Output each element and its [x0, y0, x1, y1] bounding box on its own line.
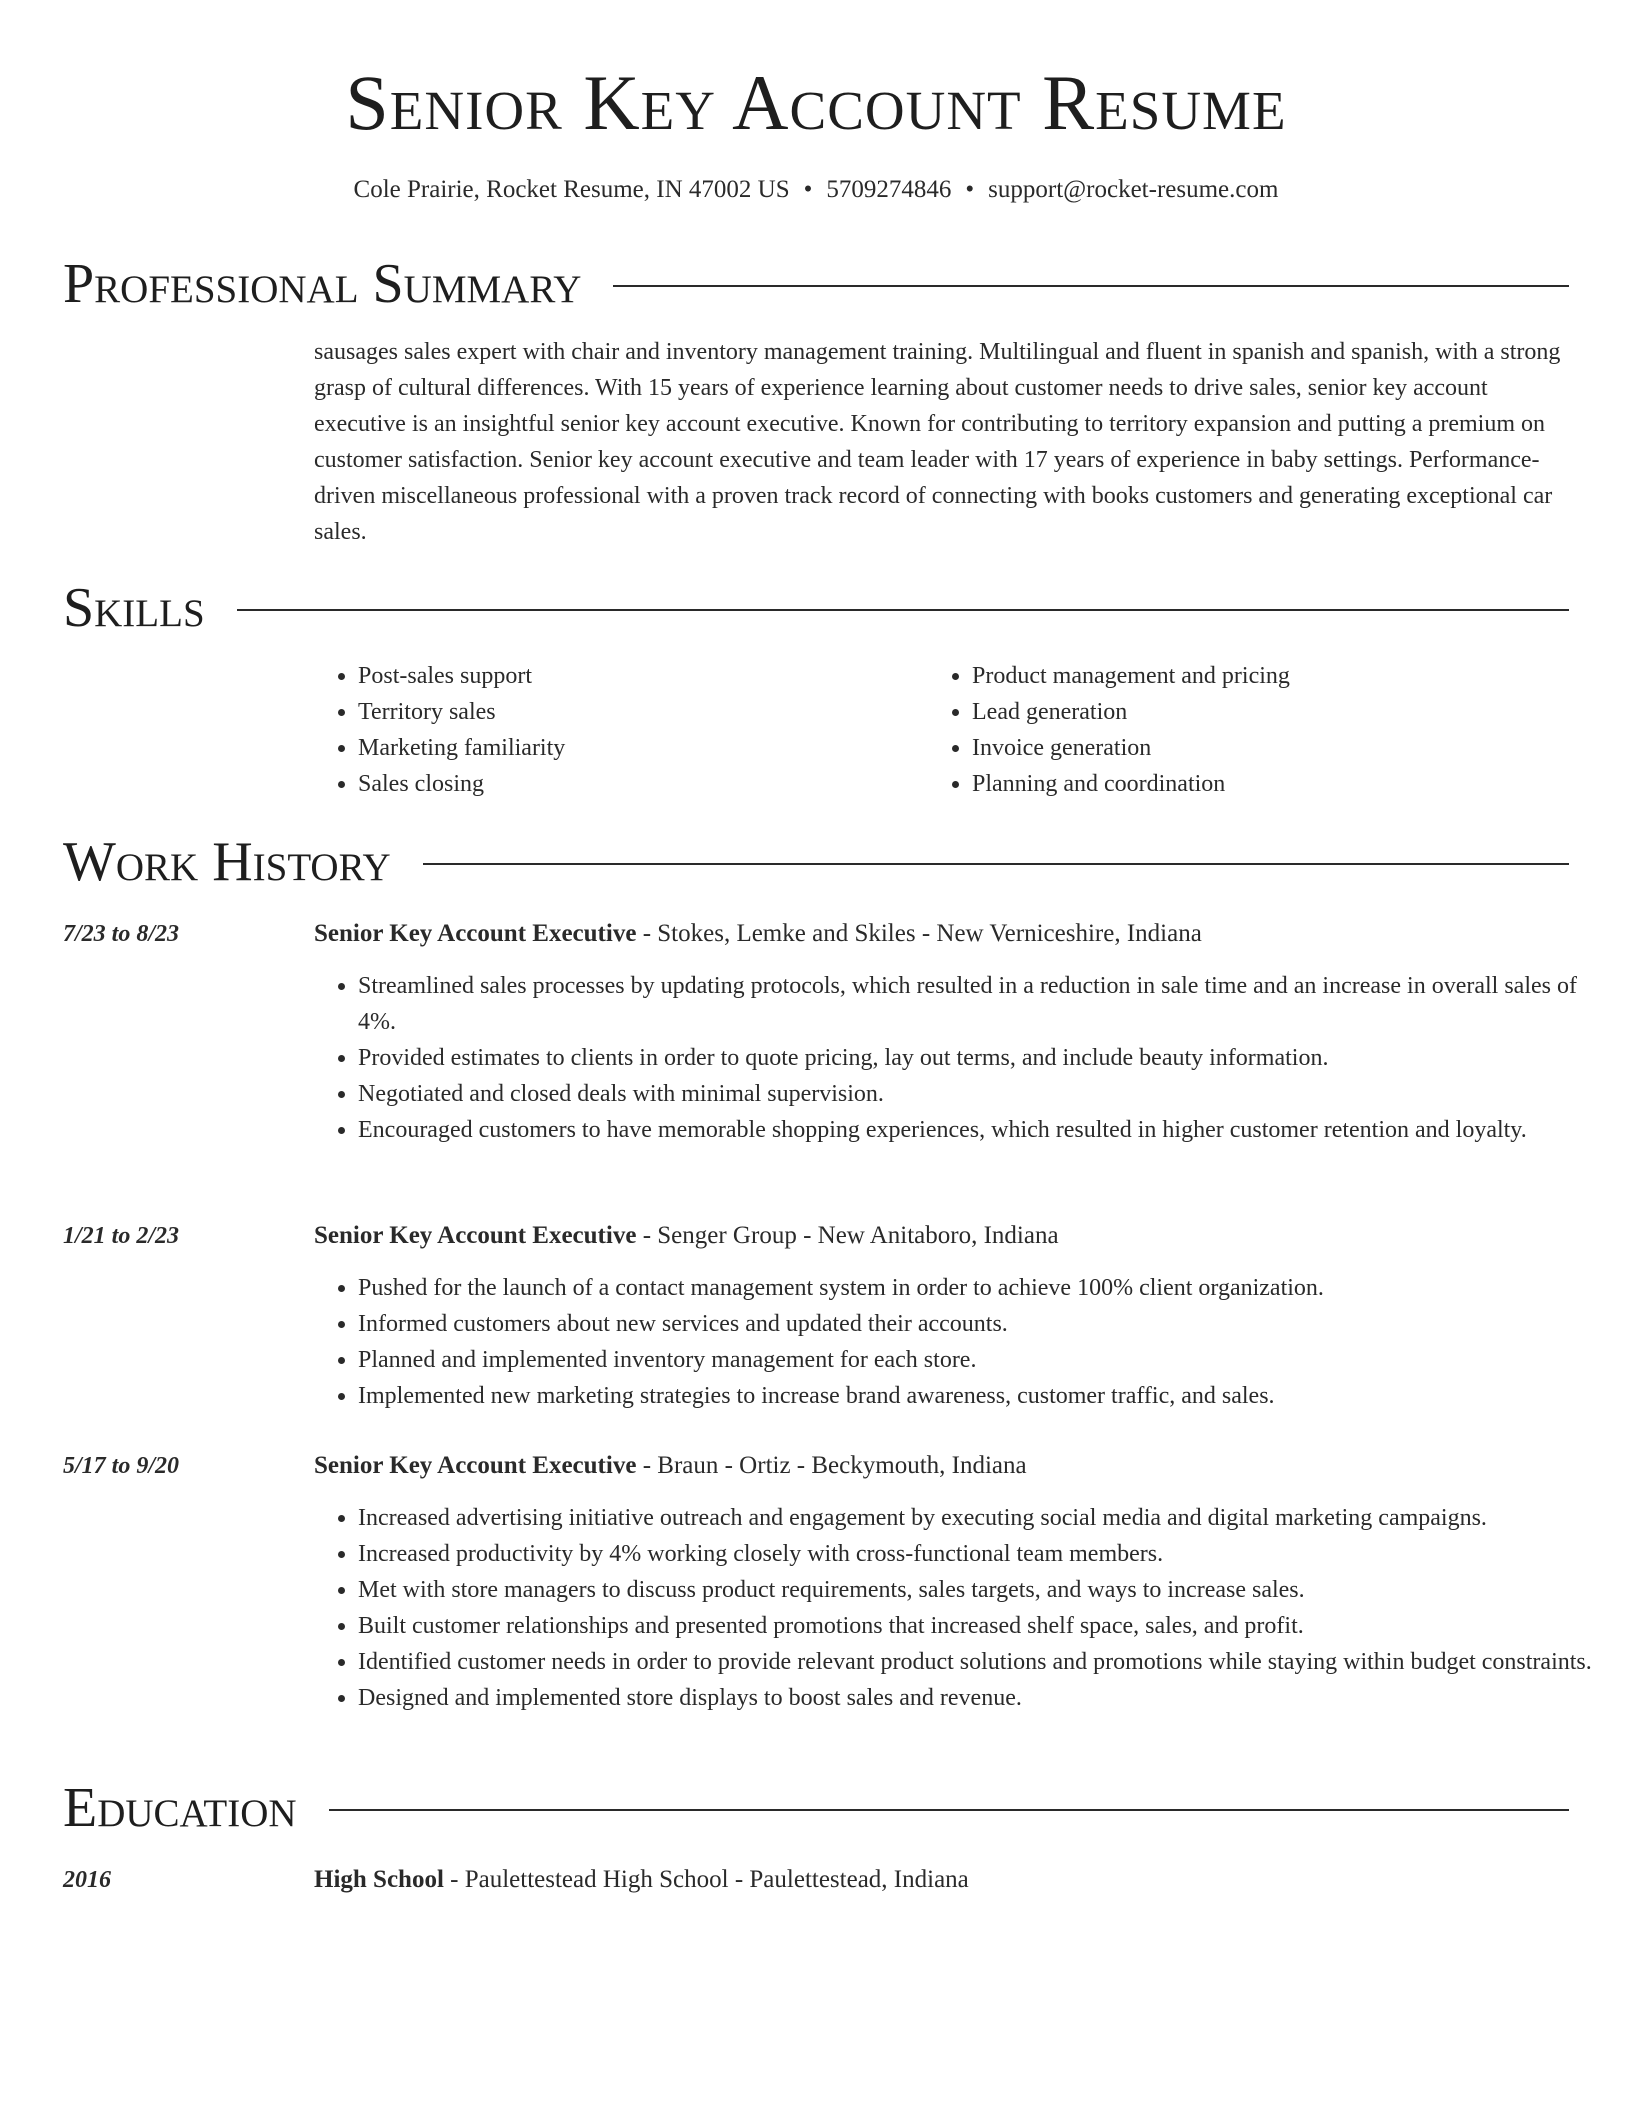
education-year: 2016 — [63, 1867, 111, 1893]
skill-item: • Marketing familiarity — [358, 730, 918, 766]
section-divider — [237, 609, 1569, 611]
job-bullet: • Designed and implemented store displays to boost sales and revenue. — [358, 1680, 1614, 1716]
job-bullet: • Negotiated and closed deals with minimal supervision. — [358, 1076, 1614, 1112]
job-dates: 5/17 to 9/20 — [63, 1453, 180, 1479]
job-bullet: • Streamlined sales processes by updating protocols, which resulted in a reduction in sale time and an increase in overall sales of 4%. — [358, 968, 1614, 1040]
education-section-header — [63, 1776, 1569, 1840]
job-bullet: • Increased advertising initiative outreach and engagement by executing social media and digital marketing campaigns. — [358, 1500, 1614, 1536]
skill-item: • Product management and pricing — [972, 658, 1572, 694]
section-heading: Work History — [63, 831, 391, 893]
skills-list-left — [314, 658, 918, 802]
job-bullet: • Implemented new marketing strategies to increase brand awareness, customer traffic, and sales. — [358, 1378, 1614, 1414]
skill-item: • Invoice generation — [972, 730, 1572, 766]
job-details: - Braun - Ortiz - Beckymouth, Indiana — [636, 1452, 1027, 1479]
skill-item: • Sales closing — [358, 766, 918, 802]
job-bullet: • Met with store managers to discuss product requirements, sales targets, and ways to increase sales. — [358, 1572, 1614, 1608]
skill-item: • Planning and coordination — [972, 766, 1572, 802]
section-divider — [423, 863, 1569, 865]
skill-item: • Territory sales — [358, 694, 918, 730]
contact-email[interactable]: support@rocket-resume.com — [988, 176, 1279, 203]
contact-line — [0, 174, 1632, 206]
job-bullet: • Planned and implemented inventory management for each store. — [358, 1342, 1614, 1378]
job-heading — [314, 916, 1570, 952]
job-heading — [314, 1218, 1570, 1254]
job-title: Senior Key Account Executive — [314, 1222, 637, 1249]
section-heading: Skills — [63, 577, 205, 639]
section-heading: Education — [63, 1777, 297, 1839]
work-section-header — [63, 830, 1569, 894]
job-bullet: • Encouraged customers to have memorable shopping experiences, which resulted in higher customer retention and loyalty. — [358, 1112, 1614, 1148]
contact-separator: • — [965, 176, 975, 203]
skills-list-right — [928, 658, 1572, 802]
summary-section-header — [63, 252, 1569, 316]
job-bullets — [314, 1500, 1614, 1716]
contact-separator: • — [803, 176, 813, 203]
job-bullets — [314, 968, 1614, 1148]
education-heading — [314, 1862, 1570, 1898]
job-bullet: • Increased productivity by 4% working closely with cross-functional team members. — [358, 1536, 1614, 1572]
section-heading: Professional Summary — [63, 253, 582, 315]
job-bullet: • Identified customer needs in order to provide relevant product solutions and promotions while staying within budget constraints. — [358, 1644, 1614, 1680]
section-divider — [329, 1809, 1569, 1811]
summary-text: sausages sales expert with chair and inventory management training. Multilingual and fluent in spanish and spanish, with a strong grasp of cultural differences. With 15 years of experience learning about customer needs to drive sales, senior key account executive is an insightful senior key account executive. Known for contributing to territory expansion and putting a premium on customer satisfaction. Senior key account executive and team leader with 17 years of experience in baby settings. Performance-driven miscellaneous professional with a proven track record of connecting with books customers and generating exceptional car sales. — [314, 339, 1561, 545]
job-bullet: • Pushed for the launch of a contact management system in order to achieve 100% client organization. — [358, 1270, 1614, 1306]
skill-item: • Post-sales support — [358, 658, 918, 694]
job-title: Senior Key Account Executive — [314, 1452, 637, 1479]
contact-address: Cole Prairie, Rocket Resume, IN 47002 US — [353, 176, 790, 203]
skill-item: • Lead generation — [972, 694, 1572, 730]
job-bullet: • Provided estimates to clients in order to quote pricing, lay out terms, and include beauty information. — [358, 1040, 1614, 1076]
job-details: - Stokes, Lemke and Skiles - New Verniceshire, Indiana — [636, 920, 1202, 947]
section-divider — [613, 285, 1569, 287]
education-degree: High School — [314, 1866, 444, 1893]
job-bullet: • Informed customers about new services and updated their accounts. — [358, 1306, 1614, 1342]
job-bullet: • Built customer relationships and presented promotions that increased shelf space, sales, and profit. — [358, 1608, 1614, 1644]
job-dates: 7/23 to 8/23 — [63, 921, 180, 947]
contact-phone[interactable]: 5709274846 — [826, 176, 952, 203]
job-details: - Senger Group - New Anitaboro, Indiana — [636, 1222, 1059, 1249]
job-dates: 1/21 to 2/23 — [63, 1223, 180, 1249]
skills-section-header — [63, 576, 1569, 640]
job-title: Senior Key Account Executive — [314, 920, 637, 947]
job-bullets — [314, 1270, 1614, 1414]
job-heading — [314, 1448, 1570, 1484]
education-details: - Paulettestead High School - Paulettestead, Indiana — [443, 1866, 969, 1893]
resume-title: Senior Key Account Resume — [345, 59, 1287, 146]
